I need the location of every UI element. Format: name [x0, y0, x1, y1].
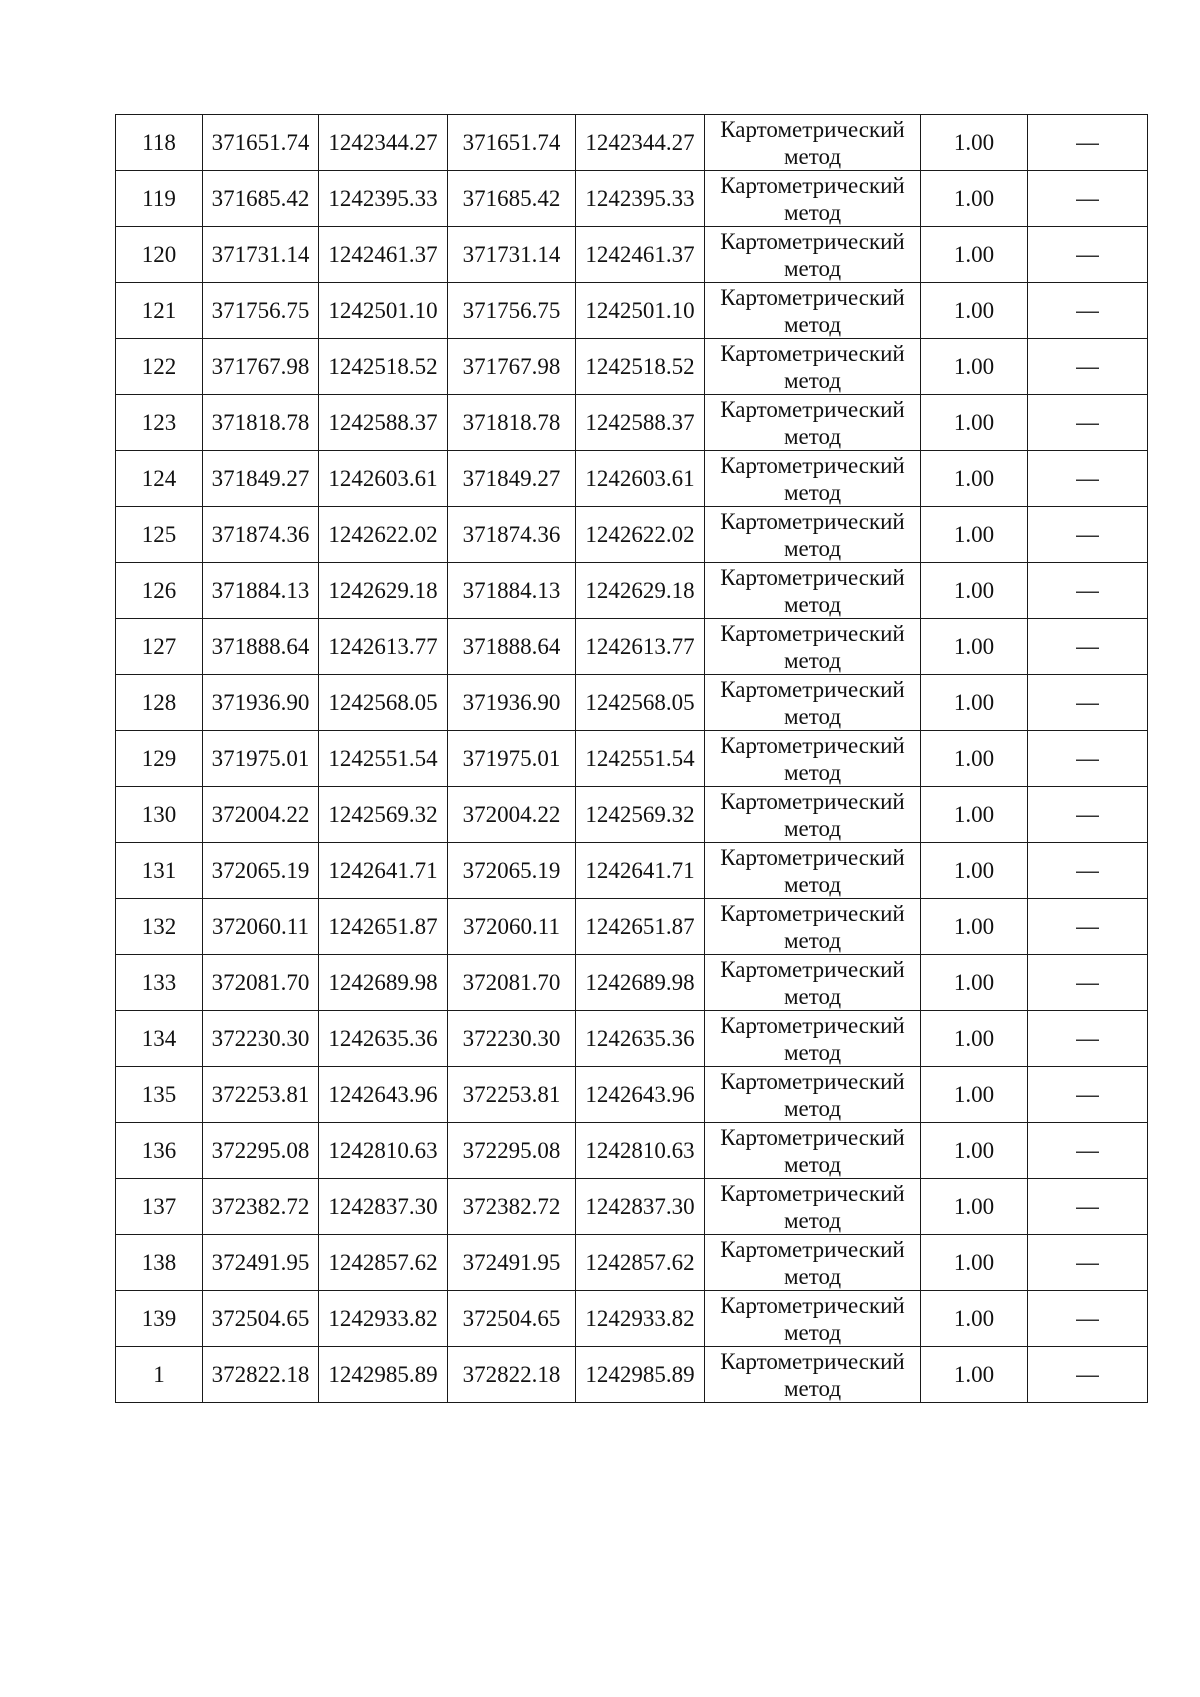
cell-point-number: 130	[116, 787, 203, 843]
cell-y-existing: 1242689.98	[319, 955, 448, 1011]
cell-description: —	[1028, 899, 1148, 955]
cell-method	[705, 1011, 921, 1067]
cell-x-existing: 371888.64	[203, 619, 319, 675]
cell-description: —	[1028, 955, 1148, 1011]
cell-x-existing: 372081.70	[203, 955, 319, 1011]
cell-x-new: 372491.95	[448, 1235, 576, 1291]
method-line-2: метод	[783, 367, 842, 393]
table-row	[116, 283, 1148, 339]
cell-point-number: 118	[116, 115, 203, 171]
table-row	[116, 1067, 1148, 1123]
cell-method	[705, 171, 921, 227]
cell-description: —	[1028, 1179, 1148, 1235]
cell-accuracy: 1.00	[921, 507, 1028, 563]
cell-x-new: 372382.72	[448, 1179, 576, 1235]
table-body	[116, 115, 1148, 1403]
cell-x-new: 371731.14	[448, 227, 576, 283]
cell-y-existing: 1242395.33	[319, 171, 448, 227]
cell-y-existing: 1242613.77	[319, 619, 448, 675]
cell-description: —	[1028, 451, 1148, 507]
cell-accuracy: 1.00	[921, 1123, 1028, 1179]
cell-point-number: 125	[116, 507, 203, 563]
cell-accuracy: 1.00	[921, 1347, 1028, 1403]
cell-accuracy: 1.00	[921, 955, 1028, 1011]
method-line-1: Картометрический	[720, 1348, 905, 1374]
cell-y-new: 1242810.63	[576, 1123, 705, 1179]
cell-y-existing: 1242461.37	[319, 227, 448, 283]
method-line-2: метод	[783, 647, 842, 673]
method-line-1: Картометрический	[720, 396, 905, 422]
cell-point-number: 127	[116, 619, 203, 675]
cell-description: —	[1028, 563, 1148, 619]
method-line-1: Картометрический	[720, 1292, 905, 1318]
cell-accuracy: 1.00	[921, 227, 1028, 283]
cell-x-new: 371849.27	[448, 451, 576, 507]
cell-x-existing: 371874.36	[203, 507, 319, 563]
cell-point-number: 134	[116, 1011, 203, 1067]
cell-x-existing: 372491.95	[203, 1235, 319, 1291]
cell-point-number: 136	[116, 1123, 203, 1179]
cell-y-existing: 1242344.27	[319, 115, 448, 171]
table-row	[116, 675, 1148, 731]
method-line-1: Картометрический	[720, 1180, 905, 1206]
cell-point-number: 131	[116, 843, 203, 899]
cell-y-new: 1242461.37	[576, 227, 705, 283]
method-line-1: Картометрический	[720, 1012, 905, 1038]
method-line-1: Картометрический	[720, 788, 905, 814]
cell-y-new: 1242613.77	[576, 619, 705, 675]
cell-y-new: 1242603.61	[576, 451, 705, 507]
cell-point-number: 133	[116, 955, 203, 1011]
table-row	[116, 1011, 1148, 1067]
cell-method	[705, 1067, 921, 1123]
cell-accuracy: 1.00	[921, 899, 1028, 955]
cell-y-existing: 1242643.96	[319, 1067, 448, 1123]
method-line-1: Картометрический	[720, 1236, 905, 1262]
cell-method	[705, 395, 921, 451]
cell-y-new: 1242551.54	[576, 731, 705, 787]
cell-x-new: 371884.13	[448, 563, 576, 619]
cell-x-new: 372230.30	[448, 1011, 576, 1067]
cell-y-existing: 1242551.54	[319, 731, 448, 787]
method-line-2: метод	[783, 535, 842, 561]
cell-accuracy: 1.00	[921, 395, 1028, 451]
cell-x-existing: 371849.27	[203, 451, 319, 507]
cell-point-number: 135	[116, 1067, 203, 1123]
cell-x-new: 371818.78	[448, 395, 576, 451]
method-line-2: метод	[783, 1263, 842, 1289]
cell-x-new: 371874.36	[448, 507, 576, 563]
cell-method	[705, 899, 921, 955]
method-line-2: метод	[783, 927, 842, 953]
cell-x-new: 372081.70	[448, 955, 576, 1011]
cell-y-existing: 1242641.71	[319, 843, 448, 899]
cell-x-new: 371685.42	[448, 171, 576, 227]
cell-point-number: 137	[116, 1179, 203, 1235]
cell-x-existing: 372230.30	[203, 1011, 319, 1067]
cell-accuracy: 1.00	[921, 843, 1028, 899]
cell-method	[705, 283, 921, 339]
method-line-1: Картометрический	[720, 452, 905, 478]
method-line-2: метод	[783, 255, 842, 281]
cell-x-new: 372504.65	[448, 1291, 576, 1347]
cell-method	[705, 1291, 921, 1347]
cell-accuracy: 1.00	[921, 1179, 1028, 1235]
cell-x-new: 371975.01	[448, 731, 576, 787]
cell-y-existing: 1242629.18	[319, 563, 448, 619]
table-row	[116, 955, 1148, 1011]
table-row	[116, 843, 1148, 899]
table-row	[116, 787, 1148, 843]
method-line-2: метод	[783, 983, 842, 1009]
cell-method	[705, 563, 921, 619]
method-line-1: Картометрический	[720, 172, 905, 198]
cell-point-number: 123	[116, 395, 203, 451]
cell-point-number: 122	[116, 339, 203, 395]
cell-y-new: 1242395.33	[576, 171, 705, 227]
cell-y-new: 1242518.52	[576, 339, 705, 395]
cell-point-number: 139	[116, 1291, 203, 1347]
method-line-1: Картометрический	[720, 676, 905, 702]
cell-accuracy: 1.00	[921, 619, 1028, 675]
cell-description: —	[1028, 339, 1148, 395]
method-line-1: Картометрический	[720, 620, 905, 646]
cell-y-new: 1242641.71	[576, 843, 705, 899]
table-row	[116, 339, 1148, 395]
cell-method	[705, 843, 921, 899]
cell-x-existing: 372004.22	[203, 787, 319, 843]
cell-method	[705, 1123, 921, 1179]
method-line-1: Картометрический	[720, 284, 905, 310]
cell-y-existing: 1242933.82	[319, 1291, 448, 1347]
cell-description: —	[1028, 843, 1148, 899]
method-line-2: метод	[783, 871, 842, 897]
cell-y-new: 1242344.27	[576, 115, 705, 171]
cell-accuracy: 1.00	[921, 283, 1028, 339]
cell-x-existing: 371756.75	[203, 283, 319, 339]
cell-x-existing: 371651.74	[203, 115, 319, 171]
method-line-2: метод	[783, 143, 842, 169]
cell-x-new: 371651.74	[448, 115, 576, 171]
cell-method	[705, 955, 921, 1011]
cell-description: —	[1028, 619, 1148, 675]
cell-y-new: 1242837.30	[576, 1179, 705, 1235]
table-row	[116, 1291, 1148, 1347]
cell-y-existing: 1242651.87	[319, 899, 448, 955]
cell-description: —	[1028, 395, 1148, 451]
method-line-1: Картометрический	[720, 1124, 905, 1150]
method-line-2: метод	[783, 479, 842, 505]
cell-x-new: 371756.75	[448, 283, 576, 339]
table-row	[116, 115, 1148, 171]
cell-accuracy: 1.00	[921, 1291, 1028, 1347]
cell-point-number: 121	[116, 283, 203, 339]
cell-x-existing: 371685.42	[203, 171, 319, 227]
cell-description: —	[1028, 507, 1148, 563]
cell-x-existing: 372382.72	[203, 1179, 319, 1235]
cell-y-existing: 1242588.37	[319, 395, 448, 451]
method-line-1: Картометрический	[720, 732, 905, 758]
table-row	[116, 563, 1148, 619]
cell-description: —	[1028, 675, 1148, 731]
table-row	[116, 507, 1148, 563]
cell-method	[705, 731, 921, 787]
cell-y-new: 1242629.18	[576, 563, 705, 619]
cell-y-existing: 1242622.02	[319, 507, 448, 563]
cell-x-existing: 371975.01	[203, 731, 319, 787]
table-row	[116, 171, 1148, 227]
cell-description: —	[1028, 171, 1148, 227]
cell-method	[705, 1347, 921, 1403]
cell-accuracy: 1.00	[921, 1011, 1028, 1067]
cell-method	[705, 339, 921, 395]
cell-description: —	[1028, 1011, 1148, 1067]
cell-x-existing: 371884.13	[203, 563, 319, 619]
cell-x-new: 372295.08	[448, 1123, 576, 1179]
method-line-2: метод	[783, 311, 842, 337]
cell-accuracy: 1.00	[921, 451, 1028, 507]
cell-point-number: 124	[116, 451, 203, 507]
cell-point-number: 132	[116, 899, 203, 955]
cell-accuracy: 1.00	[921, 339, 1028, 395]
cell-method	[705, 507, 921, 563]
cell-method	[705, 1235, 921, 1291]
cell-x-existing: 372504.65	[203, 1291, 319, 1347]
cell-y-new: 1242985.89	[576, 1347, 705, 1403]
cell-y-existing: 1242501.10	[319, 283, 448, 339]
cell-description: —	[1028, 283, 1148, 339]
cell-point-number: 129	[116, 731, 203, 787]
cell-x-existing: 371767.98	[203, 339, 319, 395]
method-line-2: метод	[783, 1375, 842, 1401]
method-line-2: метод	[783, 1151, 842, 1177]
method-line-2: метод	[783, 1039, 842, 1065]
cell-accuracy: 1.00	[921, 1235, 1028, 1291]
cell-accuracy: 1.00	[921, 563, 1028, 619]
cell-description: —	[1028, 1067, 1148, 1123]
method-line-2: метод	[783, 1095, 842, 1121]
cell-y-new: 1242569.32	[576, 787, 705, 843]
cell-method	[705, 115, 921, 171]
method-line-1: Картометрический	[720, 116, 905, 142]
cell-x-existing: 372060.11	[203, 899, 319, 955]
method-line-1: Картометрический	[720, 956, 905, 982]
cell-y-new: 1242588.37	[576, 395, 705, 451]
cell-y-new: 1242933.82	[576, 1291, 705, 1347]
method-line-2: метод	[783, 1319, 842, 1345]
cell-x-new: 371936.90	[448, 675, 576, 731]
cell-point-number: 1	[116, 1347, 203, 1403]
cell-y-new: 1242651.87	[576, 899, 705, 955]
cell-x-existing: 372822.18	[203, 1347, 319, 1403]
table-row	[116, 451, 1148, 507]
cell-y-new: 1242643.96	[576, 1067, 705, 1123]
cell-method	[705, 1179, 921, 1235]
cell-y-new: 1242635.36	[576, 1011, 705, 1067]
cell-y-existing: 1242837.30	[319, 1179, 448, 1235]
cell-y-existing: 1242810.63	[319, 1123, 448, 1179]
method-line-2: метод	[783, 199, 842, 225]
method-line-2: метод	[783, 1207, 842, 1233]
cell-description: —	[1028, 1347, 1148, 1403]
cell-accuracy: 1.00	[921, 1067, 1028, 1123]
table-row	[116, 1347, 1148, 1403]
cell-point-number: 119	[116, 171, 203, 227]
cell-x-new: 372065.19	[448, 843, 576, 899]
cell-accuracy: 1.00	[921, 787, 1028, 843]
cell-description: —	[1028, 227, 1148, 283]
method-line-2: метод	[783, 703, 842, 729]
cell-accuracy: 1.00	[921, 675, 1028, 731]
cell-description: —	[1028, 787, 1148, 843]
table-row	[116, 395, 1148, 451]
cell-y-new: 1242622.02	[576, 507, 705, 563]
cell-point-number: 138	[116, 1235, 203, 1291]
cell-x-new: 371767.98	[448, 339, 576, 395]
cell-y-new: 1242857.62	[576, 1235, 705, 1291]
method-line-2: метод	[783, 759, 842, 785]
cell-method	[705, 227, 921, 283]
method-line-1: Картометрический	[720, 900, 905, 926]
table-row	[116, 1179, 1148, 1235]
cell-description: —	[1028, 1235, 1148, 1291]
cell-y-existing: 1242518.52	[319, 339, 448, 395]
cell-y-existing: 1242985.89	[319, 1347, 448, 1403]
table-row	[116, 227, 1148, 283]
method-line-2: метод	[783, 591, 842, 617]
cell-y-existing: 1242569.32	[319, 787, 448, 843]
cell-accuracy: 1.00	[921, 115, 1028, 171]
table-row	[116, 619, 1148, 675]
cell-point-number: 120	[116, 227, 203, 283]
cell-accuracy: 1.00	[921, 731, 1028, 787]
cell-x-existing: 371731.14	[203, 227, 319, 283]
method-line-1: Картометрический	[720, 1068, 905, 1094]
table-row	[116, 899, 1148, 955]
method-line-1: Картометрический	[720, 844, 905, 870]
cell-point-number: 128	[116, 675, 203, 731]
cell-x-existing: 371936.90	[203, 675, 319, 731]
cell-x-new: 372253.81	[448, 1067, 576, 1123]
cell-x-existing: 372295.08	[203, 1123, 319, 1179]
cell-y-existing: 1242568.05	[319, 675, 448, 731]
cell-x-new: 372004.22	[448, 787, 576, 843]
cell-description: —	[1028, 1123, 1148, 1179]
method-line-1: Картометрический	[720, 228, 905, 254]
cell-y-existing: 1242857.62	[319, 1235, 448, 1291]
cell-accuracy: 1.00	[921, 171, 1028, 227]
cell-x-existing: 372253.81	[203, 1067, 319, 1123]
cell-y-new: 1242501.10	[576, 283, 705, 339]
cell-y-new: 1242568.05	[576, 675, 705, 731]
cell-point-number: 126	[116, 563, 203, 619]
cell-x-new: 371888.64	[448, 619, 576, 675]
method-line-1: Картометрический	[720, 340, 905, 366]
cell-method	[705, 675, 921, 731]
cell-method	[705, 787, 921, 843]
method-line-1: Картометрический	[720, 564, 905, 590]
cell-x-existing: 372065.19	[203, 843, 319, 899]
cell-y-existing: 1242603.61	[319, 451, 448, 507]
cell-description: —	[1028, 1291, 1148, 1347]
cell-method	[705, 451, 921, 507]
cell-x-new: 372060.11	[448, 899, 576, 955]
cell-method	[705, 619, 921, 675]
cell-description: —	[1028, 115, 1148, 171]
cell-y-existing: 1242635.36	[319, 1011, 448, 1067]
table-row	[116, 1123, 1148, 1179]
method-line-2: метод	[783, 815, 842, 841]
cell-description: —	[1028, 731, 1148, 787]
table-row	[116, 731, 1148, 787]
cell-x-new: 372822.18	[448, 1347, 576, 1403]
method-line-1: Картометрический	[720, 508, 905, 534]
coordinates-table	[115, 114, 1148, 1403]
table-row	[116, 1235, 1148, 1291]
cell-x-existing: 371818.78	[203, 395, 319, 451]
cell-y-new: 1242689.98	[576, 955, 705, 1011]
method-line-2: метод	[783, 423, 842, 449]
